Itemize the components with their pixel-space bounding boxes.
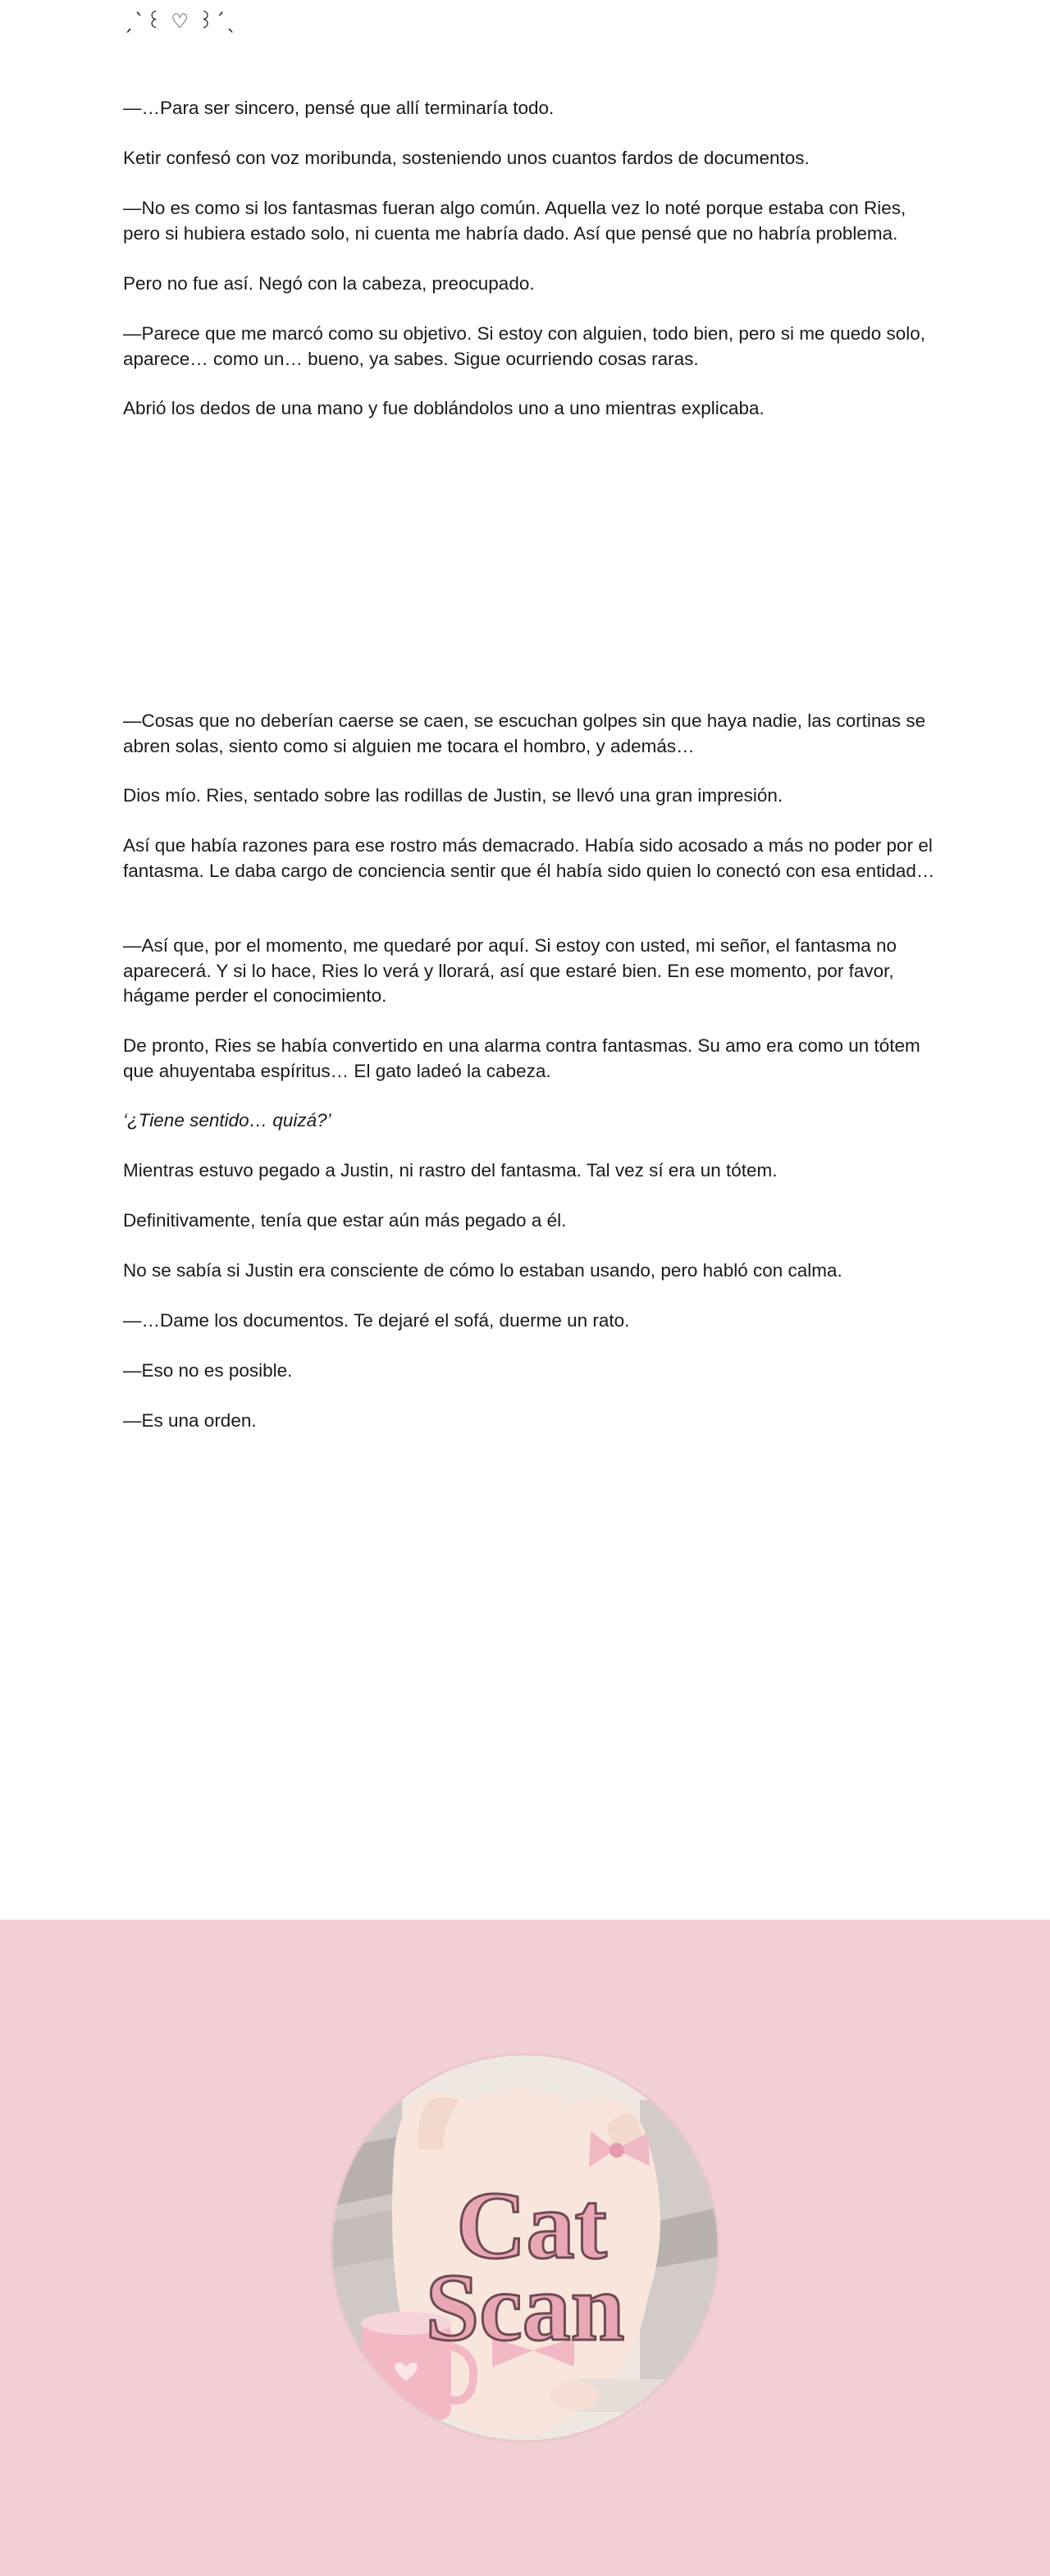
logo-word-scan: Scan — [425, 2254, 625, 2361]
paragraph: De pronto, Ries se había convertido en una alarma contra fantasmas. Su amo era como un tótem que ahuyentaba espíritus… El gato ladeó la cabeza. — [123, 1035, 920, 1081]
logo-illustration — [328, 2051, 722, 2445]
paragraph: Pero no fue así. Negó con la cabeza, preocupado. — [123, 273, 535, 294]
cat-scan-logo — [328, 2051, 722, 2445]
decorative-ornament: ˏˋ꒰ ♡ ꒱ˊˎ — [123, 10, 239, 33]
paragraph: Mientras estuvo pegado a Justin, ni rastro del fantasma. Tal vez sí era un tótem. — [123, 1160, 778, 1181]
italic-thought — [123, 1108, 935, 1134]
paragraph: —No es como si los fantasmas fueran algo común. Aquella vez lo noté porque estaba con Ries, pero si hubiera estado solo, ni cuenta me habría dado. Así que pensé que no habría problema. — [123, 198, 906, 244]
paragraph: —Eso no es posible. — [123, 1360, 293, 1381]
paragraph: —Parece que me marcó como su objetivo. Si estoy con alguien, todo bien, pero si me quedo solo, aparece… como un… bueno, ya sabes. Sigue ocurriendo cosas raras. — [123, 323, 926, 369]
paragraph: —…Dame los documentos. Te dejaré el sofá, duerme un rato. — [123, 1310, 630, 1331]
footer-band — [0, 1920, 1050, 2576]
paragraph: —Es una orden. — [123, 1410, 257, 1431]
paragraph: Así que había razones para ese rostro más demacrado. Había sido acosado a más no poder por el fantasma. Le daba cargo de conciencia sentir que él había sido quien lo conectó con esa entidad… — [123, 835, 935, 881]
paragraph: Ketir confesó con voz moribunda, sosteniendo unos cuantos fardos de documentos. — [123, 148, 810, 168]
paragraph: Dios mío. Ries, sentado sobre las rodillas de Justin, se llevó una gran impresión. — [123, 785, 783, 806]
paragraph: No se sabía si Justin era consciente de cómo lo estaban usando, pero habló con calma. — [123, 1260, 842, 1281]
paragraph: —…Para ser sincero, pensé que allí terminaría todo. — [123, 98, 555, 118]
paragraph: Abrió los dedos de una mano y fue doblándolos uno a uno mientras explicaba. — [123, 398, 765, 418]
italic-thought-text: ‘¿Tiene sentido… quizá?’ — [123, 1110, 331, 1130]
paragraph: —Así que, por el momento, me quedaré por aquí. Si estoy con usted, mi señor, el fantasma no aparecerá. Y si lo hace, Ries lo verá y llorará, así que estaré bien. En ese momento, por favor, hágame perder el conocimiento. — [123, 935, 897, 1006]
logo-word-cat: Cat — [456, 2172, 607, 2279]
paragraph: Definitivamente, tenía que estar aún más pegado a él. — [123, 1210, 567, 1231]
paragraph: —Cosas que no deberían caerse se caen, se escuchan golpes sin que haya nadie, las cortinas se abren solas, siento como si alguien me tocara el hombro, y además… — [123, 710, 926, 756]
